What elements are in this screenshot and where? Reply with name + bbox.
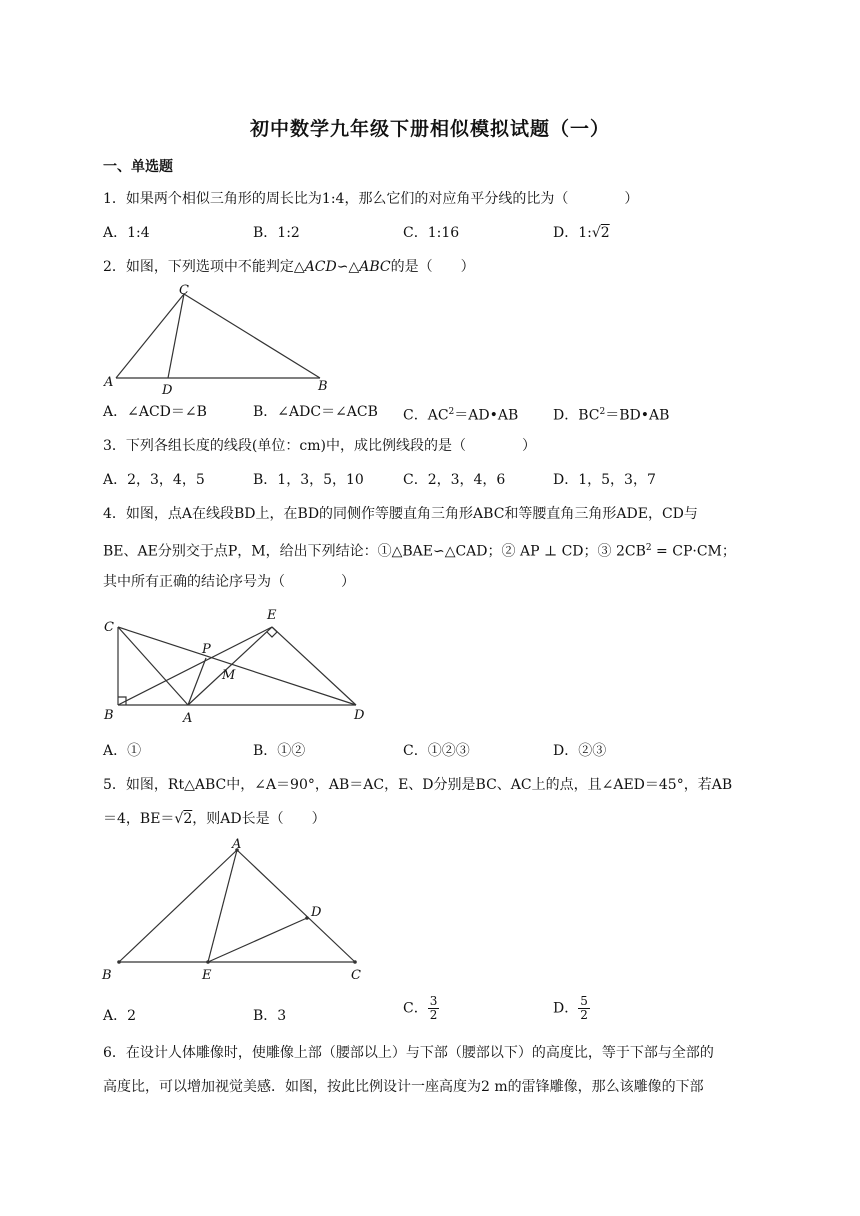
q6-line2: 高度比，可以增加视觉美感．如图，按此比例设计一座高度为2 m的雷锋雕像，那么该雕像的下部: [103, 1079, 704, 1095]
q4-line2-sup: 2: [645, 543, 652, 553]
point-d: [305, 916, 309, 920]
label-a: A: [104, 375, 114, 390]
q5-option-d[interactable]: [553, 995, 590, 1022]
q2-option-c-pre: C．AC: [403, 407, 449, 424]
segment-be: [118, 627, 272, 705]
q5-line2-post: ，则AD长是（ ）: [192, 811, 326, 827]
q1-option-d-prefix: D．: [553, 225, 579, 241]
section-heading: 一、单选题: [103, 159, 173, 175]
label-b: B: [102, 968, 112, 983]
fraction-numerator: 3: [429, 994, 438, 1008]
q1-option-d-radicand: 2: [600, 225, 610, 241]
q4-line2: [103, 538, 736, 562]
label-a: A: [232, 837, 242, 852]
segment-ac: [116, 294, 184, 378]
label-d: D: [354, 708, 365, 723]
segment-ed: [272, 627, 356, 705]
q2-option-c-post: ＝AD•AB: [454, 407, 519, 424]
q4-triangles-figure: [100, 605, 375, 730]
point-c: [353, 960, 357, 964]
q5-option-c[interactable]: [403, 995, 439, 1022]
q5-line2-radicand: 2: [183, 811, 193, 827]
q5-line2-pre: ＝4，BE＝: [103, 811, 175, 827]
q3-option-b[interactable]: B．1，3，5，10: [253, 472, 364, 488]
q3-stem: 3．下列各组长度的线段(单位：cm)中，成比例线段的是（ ）: [103, 438, 536, 454]
q1-option-b[interactable]: B．1:2: [253, 225, 300, 241]
sqrt-symbol: √: [174, 811, 184, 827]
label-c: C: [351, 968, 361, 983]
q5-line1: 5．如图，Rt△ABC中，∠A＝90°，AB＝AC，E、D分别是BC、AC上的点，且∠AED＝45°，若AB: [103, 777, 733, 793]
label-d: D: [162, 383, 173, 398]
q4-line1: 4．如图，点A在线段BD上，在BD的同侧作等腰直角三角形ABC和等腰直角三角形ADE，CD与: [103, 506, 698, 522]
label-c: C: [179, 283, 189, 298]
q2-option-d-post: ＝BD•AB: [605, 407, 670, 424]
fraction-numerator: 5: [580, 994, 588, 1008]
point-b: [117, 960, 121, 964]
q5-option-d-prefix: D．: [553, 1000, 579, 1017]
q2-stem: [103, 257, 475, 277]
segment-ab: [119, 850, 237, 962]
label-c: C: [104, 620, 114, 635]
label-d: D: [311, 905, 322, 920]
q4-option-c[interactable]: C．①②③: [403, 743, 470, 759]
q2-option-c-sup: 2: [448, 407, 455, 417]
q2-option-b[interactable]: B．∠ADC＝∠ACB: [253, 404, 378, 420]
page-title: 初中数学九年级下册相似模拟试题（一）: [249, 118, 610, 140]
q1-option-d-ratio: 1:: [578, 225, 592, 241]
segment-cb: [184, 294, 320, 378]
segment-ae: [208, 850, 237, 962]
q4-line2-post: = CP·CM；: [651, 543, 736, 560]
segment-ac: [237, 850, 355, 962]
q2-stem-post: 的是（ ）: [390, 259, 475, 275]
q5-line2: [103, 809, 326, 829]
label-e: E: [202, 968, 212, 983]
fraction-denominator: 2: [580, 1008, 588, 1022]
sqrt-symbol: √: [591, 225, 601, 241]
label-e: E: [267, 608, 277, 623]
segment-cd: [168, 294, 184, 378]
label-b: B: [104, 708, 114, 723]
q3-option-c[interactable]: C．2，3，4，6: [403, 472, 506, 488]
q1-option-c[interactable]: C．1:16: [403, 225, 460, 241]
q2-stem-pre: 2．如图，下列选项中不能判定: [103, 259, 294, 275]
label-m: M: [222, 668, 236, 683]
segment-ae: [188, 627, 272, 705]
q4-line3: 其中所有正确的结论序号为（ ）: [103, 574, 355, 590]
q3-option-a[interactable]: A．2，3，4，5: [103, 472, 205, 488]
q2-option-d-pre: D．BC: [553, 407, 600, 424]
q5-option-b[interactable]: B．3: [253, 1008, 287, 1024]
label-a: A: [183, 711, 193, 726]
point-e: [206, 960, 210, 964]
q1-option-d[interactable]: [553, 223, 610, 243]
q6-line1: 6．在设计人体雕像时，使雕像上部（腰部以上）与下部（腰部以下）的高度比，等于下部与全部的: [103, 1045, 714, 1061]
fraction-denominator: 2: [429, 1008, 438, 1022]
q5-option-d-fraction: [578, 995, 590, 1022]
label-p: P: [202, 642, 211, 657]
q2-option-d-sup: 2: [599, 407, 606, 417]
q4-line2-pre: BE、AE分别交于点P，M，给出下列结论：①△BAE∽△CAD；② AP ⊥ CD；③ 2CB: [103, 543, 646, 560]
label-b: B: [318, 379, 328, 394]
q2-option-c[interactable]: [403, 402, 518, 426]
q1-option-a[interactable]: A．1:4: [103, 225, 150, 241]
q1-stem: 1．如果两个相似三角形的周长比为1:4，那么它们的对应角平分线的比为（ ）: [103, 191, 639, 207]
q5-option-c-fraction: [428, 995, 440, 1022]
q3-option-d[interactable]: D．1，5，3，7: [553, 472, 656, 488]
q2-option-d[interactable]: [553, 402, 669, 426]
q5-option-a[interactable]: A．2: [103, 1008, 137, 1024]
q5-option-c-prefix: C．: [403, 1000, 428, 1017]
q2-stem-relation: △ACD∽△ABC: [293, 259, 391, 275]
q4-option-b[interactable]: B．①②: [253, 743, 306, 759]
q2-option-a[interactable]: A．∠ACD＝∠B: [103, 404, 207, 420]
q4-option-a[interactable]: A．①: [103, 743, 142, 759]
segment-ed: [208, 918, 307, 962]
q5-triangle-figure: [100, 838, 370, 986]
q4-option-d[interactable]: D．②③: [553, 743, 607, 759]
q2-triangle-figure: [100, 280, 340, 398]
